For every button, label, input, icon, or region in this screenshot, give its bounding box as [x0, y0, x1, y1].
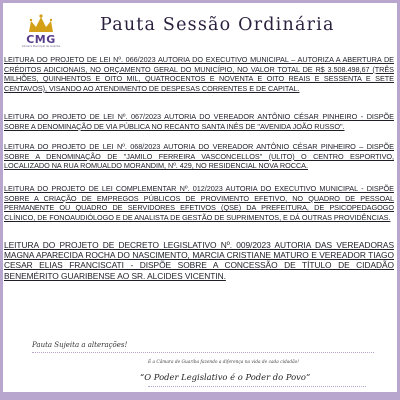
chamber-logo: [16, 12, 66, 52]
agenda-item-4: LEITURA DO PROJETO DE LEI COMPLEMENTAR Nº. 012/2023 AUTORIA DO EXECUTIVO MUNICIPAL - DISPÕE SOBRE A CRIAÇÃO DE EMPREGOS PÚBLICOS DE PROVIMENTO EFETIVO, NO QUADRO DE PESSOAL PERMANENTE OU QUADRO DE SERVIDORES EFETIVOS (QSE) DA PREFEITURA, DE PSICOPEDAGOGO CLÍNICO, DE FONOAUDIÓLOGO E DE ANALISTA DE GESTÃO DE SUPRIMENTOS, E DÁ OUTRAS PROVIDÊNCIAS.: [4, 184, 394, 222]
agenda-change-note: Pauta Sujeita a alterações!: [32, 341, 128, 349]
agenda-item-1: LEITURA DO PROJETO DE LEI Nº. 066/2023 AUTORIA DO EXECUTIVO MUNICIPAL – AUTORIZA A ABERTURA DE CRÉDITOS ADICIONAIS, NO ORÇAMENTO GERAL DO MUNICÍPIO, NO VALOR TOTAL DE R$ 3.508.498,67 (TRÊS MILHÕES, QUINHENTOS E OITO MIL, QUATROCENTOS E NOVENTA E OITO REAIS E SESSENTA E SETE CENTAVOS), VISANDO AO ATENDIMENTO DE DESPESAS CORRENTES E DE CAPITAL.: [4, 55, 394, 93]
agenda-item-2: LEITURA DO PROJETO DE LEI Nº. 067/2023 AUTORIA DO VEREADOR ANTÔNIO CÉSAR PINHEIRO - DISPÕE SOBRE A DENOMINAÇÃO DE VIA PÚBLICA NO RECANTO SANTA INÊS DE "AVENIDA JOÃO RUSSO".: [4, 112, 394, 131]
logo-text: CMG: [26, 33, 56, 46]
agenda-item-5: LEITURA DO PROJETO DE DECRETO LEGISLATIVO Nº. 009/2023 AUTORIA DAS VEREADORAS MAGNA APARECIDA ROCHA DO NASCIMENTO, MARCIA CRISTIANE MATURO E VEREADOR TIAGO CESAR ELIAS FRANCISCATI - DISPÕE SOBRE A CONCESSÃO DE TÍTULO DE CIDADÃO BENEMÉRITO GUARIBENSE AO SR. ALCIDES VICENTIN.: [4, 240, 394, 281]
logo-crown-icon: [16, 12, 66, 34]
agenda-item-3: LEITURA DO PROJETO DE LEI Nº. 068/2023 AUTORIA DO VEREADOR ANTÔNIO CÉSAR PINHEIRO – DISPÕE SOBRE A DENOMINAÇÃO DE "JAMILO FERREIRA VASCONCELLOS" (ULITO) O CENTRO ESPORTIVO, LOCALIZADO NA RUA ROMUALDO MORANDIM, Nº. 429, NO RESIDENCIAL NOVA ROCCA.: [4, 142, 394, 171]
quote-divider: [148, 386, 366, 388]
bottom-band: [0, 392, 400, 400]
footer-tagline: É a Câmara de Guariba fazendo a diferença na vida de cada cidadão!: [148, 360, 299, 365]
top-border: [0, 0, 400, 3]
page-title: Pauta Sessão Ordinária: [100, 15, 335, 35]
footer-quote: “O Poder Legislativo é o Poder do Povo”: [140, 372, 311, 382]
left-border: [0, 0, 3, 400]
logo-subtitle: Câmara Municipal de Guaribe: [21, 45, 61, 48]
footer-divider: [32, 352, 374, 354]
